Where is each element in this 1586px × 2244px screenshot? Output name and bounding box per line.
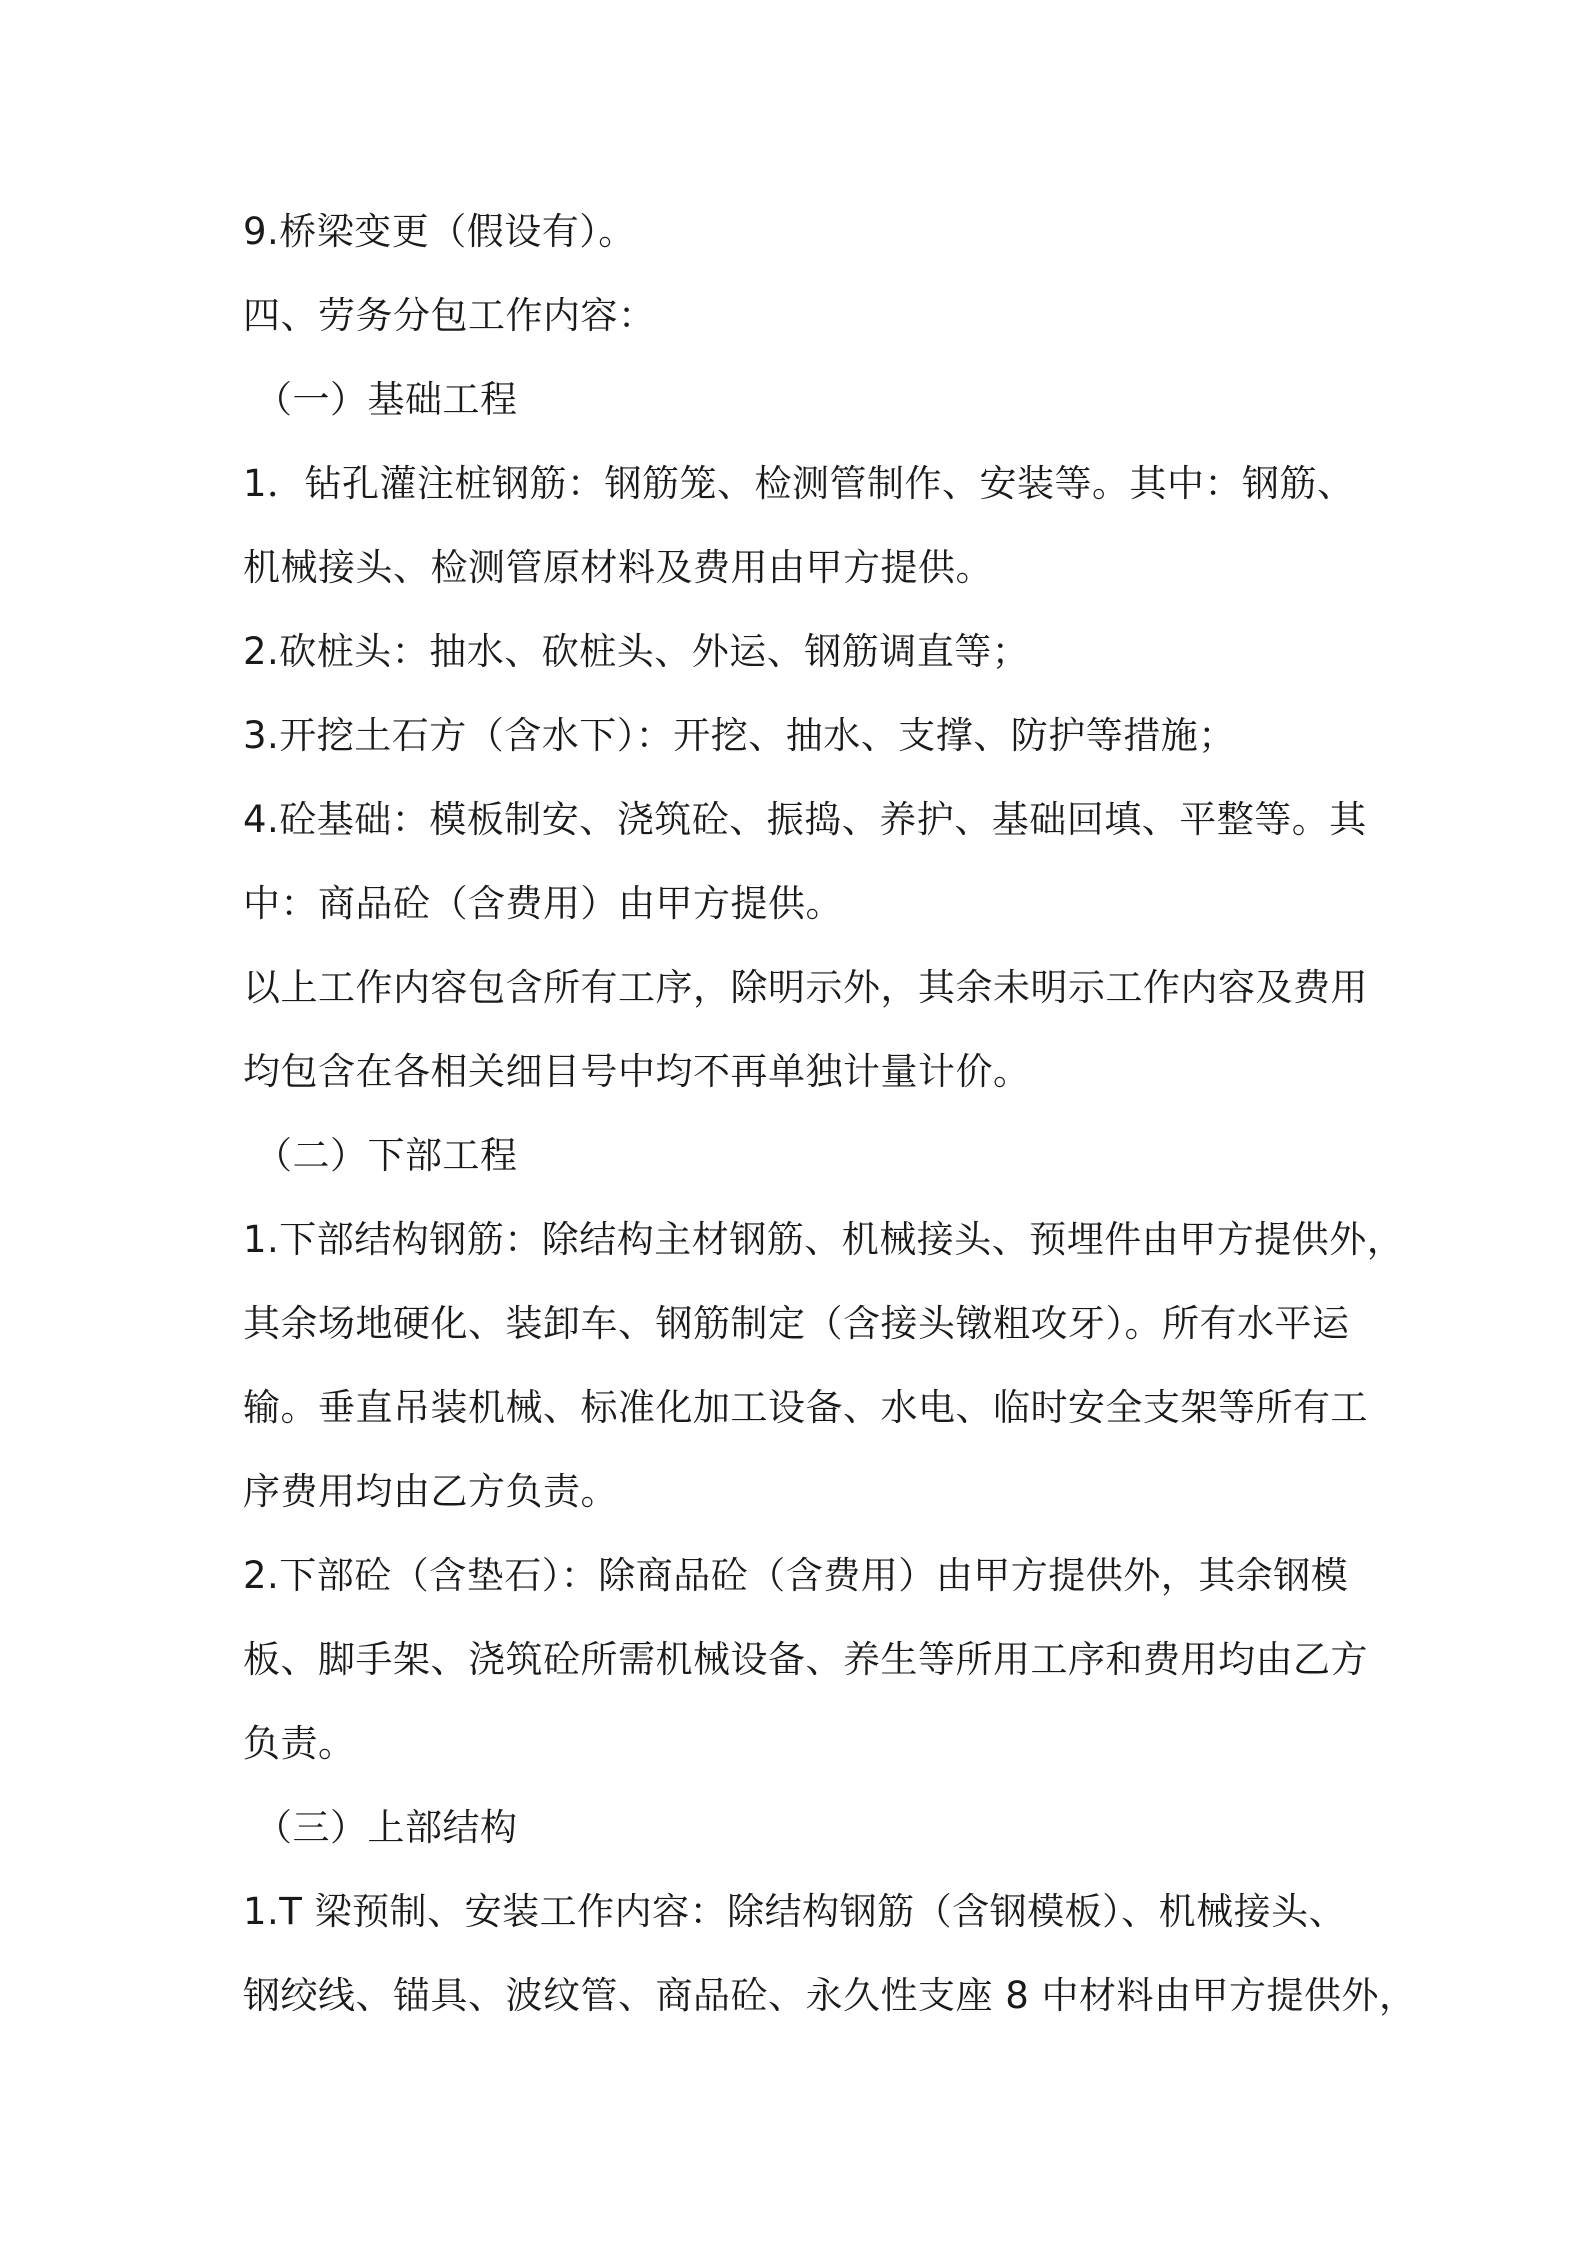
paragraph-line: 1.T 梁预制、安装工作内容：除结构钢筋（含钢模板）、机械接头、 [243, 1890, 1347, 1933]
paragraph-line: 负责。 [243, 1722, 356, 1765]
paragraph-line: 板、脚手架、浇筑砼所需机械设备、养生等所用工序和费用均由乙方 [243, 1638, 1368, 1681]
paragraph-line: 输。垂直吊装机械、标准化加工设备、水电、临时安全支架等所有工 [243, 1386, 1368, 1429]
paragraph-line: 2.砍桩头：抽水、砍桩头、外运、钢筋调直等； [243, 630, 1030, 673]
subsection-heading-foundation: （一）基础工程 [255, 378, 518, 421]
paragraph-line: 以上工作内容包含所有工序，除明示外，其余未明示工作内容及费用 [243, 966, 1368, 1009]
subsection-heading-substructure: （二）下部工程 [255, 1134, 518, 1177]
paragraph-line: 1．钻孔灌注桩钢筋：钢筋笼、检测管制作、安装等。其中：钢筋、 [243, 462, 1355, 505]
list-item-bridge-change: 9.桥梁变更（假设有）。 [243, 210, 636, 253]
paragraph-line: 1.下部结构钢筋：除结构主材钢筋、机械接头、预埋件由甲方提供外， [243, 1218, 1405, 1261]
document-body [243, 190, 1417, 2038]
paragraph-line: 机械接头、检测管原材料及费用由甲方提供。 [243, 546, 993, 589]
paragraph-line: 2.下部砼（含垫石）：除商品砼（含费用）由甲方提供外，其余钢模 [243, 1554, 1349, 1597]
paragraph-line: 均包含在各相关细目号中均不再单独计量计价。 [243, 1050, 1031, 1093]
section-heading-labor-subcontract: 四、劳务分包工作内容： [243, 294, 656, 337]
paragraph-line: 其余场地硬化、装卸车、钢筋制定（含接头镦粗攻牙）。所有水平运 [243, 1302, 1350, 1345]
paragraph-line: 中：商品砼（含费用）由甲方提供。 [243, 882, 843, 925]
subsection-heading-superstructure: （三）上部结构 [255, 1806, 518, 1849]
paragraph-line: 3.开挖土石方（含水下）：开挖、抽水、支撑、防护等措施； [243, 714, 1236, 757]
paragraph-line: 序费用均由乙方负责。 [243, 1470, 618, 1513]
paragraph-line: 4.砼基础：模板制安、浇筑砼、振捣、养护、基础回填、平整等。其 [243, 798, 1367, 841]
paragraph-line: 钢绞线、锚具、波纹管、商品砼、永久性支座 8 中材料由甲方提供外， [243, 1974, 1417, 2017]
